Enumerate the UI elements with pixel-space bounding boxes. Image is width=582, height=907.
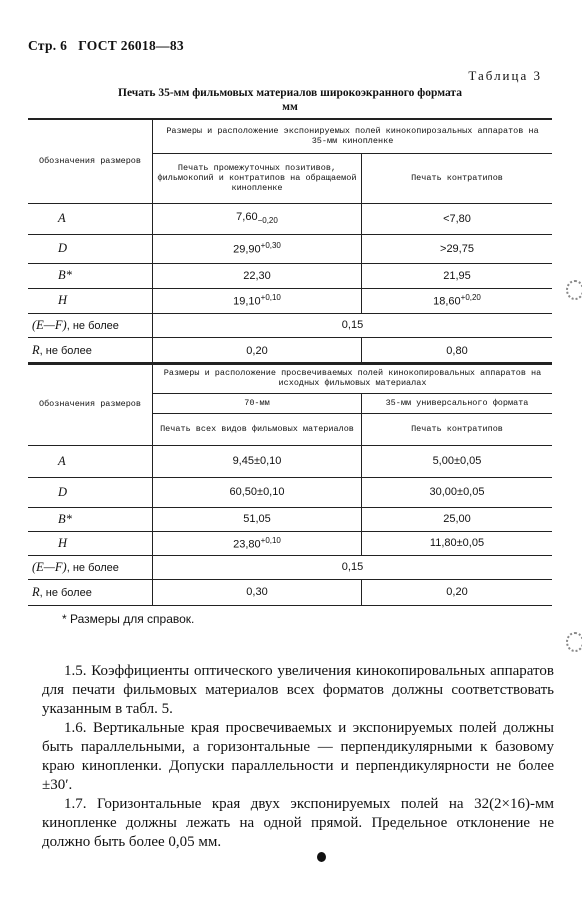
table-row: [28, 531, 552, 555]
t2-cell: $23,80^{+0,10}$: [153, 531, 362, 555]
page-number: Стр. 6: [28, 38, 68, 53]
t2-cell: 60,50±0,10: [153, 477, 362, 507]
t2-ef-label: (E—F), не более: [32, 559, 119, 574]
t2-cell: 25,00: [362, 507, 553, 531]
table-row: [28, 234, 552, 263]
t2-row-label: A: [58, 453, 66, 468]
t1-cell: <7,80: [362, 203, 553, 234]
t2-cell: 51,05: [153, 507, 362, 531]
table-row: [28, 445, 552, 477]
page-header: [28, 38, 184, 54]
t2-group-header: Размеры и расположение просвечиваемых полей кинокопировальных аппаратов на исходных фильмовых материалах: [153, 363, 553, 393]
t1-group-header: Размеры и расположение экспонируемых полей кинокопирозальных аппаратов на 35-мм кинопленке: [153, 119, 553, 153]
t2-sub-header-2b: Печать контратипов: [362, 413, 553, 445]
table-printing-transmitted: [28, 362, 552, 606]
t1-cell: 22,30: [153, 263, 362, 288]
t1-sub-header-1: Печать промежуточных позитивов, фильмокопий и контратипов на обращаемой кинопленке: [153, 153, 362, 203]
scan-smudge: [566, 632, 582, 652]
table-row: [28, 579, 552, 605]
t1-row-label: H: [58, 293, 68, 307]
t1-cell: 21,95: [362, 263, 553, 288]
t2-sub-header-1: 70-мм: [153, 393, 362, 413]
scan-smudge: [566, 280, 582, 300]
t1-cell: $18,60^{+0,20}$: [362, 288, 553, 313]
t2-cell: 11,80±0,05: [362, 531, 553, 555]
table-label: Таблица 3: [468, 68, 542, 83]
table-row: [28, 477, 552, 507]
table-title-line1: Печать 35-мм фильмовых материалов широкоэкранного формата: [118, 87, 462, 99]
body-text: [42, 662, 554, 852]
t2-sub-header-2: 35-мм универсального формата: [362, 393, 553, 413]
table-row: [28, 313, 552, 337]
t2-cell: 5,00±0,05: [362, 445, 553, 477]
t2-r-label: R, не более: [32, 584, 92, 599]
table-row: [28, 555, 552, 579]
t2-cell: 30,00±0,05: [362, 477, 553, 507]
t1-sub-header-2: Печать контратипов: [362, 153, 553, 203]
t1-row-label: A: [58, 211, 66, 225]
table-printing-exposed: [28, 118, 552, 365]
paragraph-1-7: 1.7. Горизонтальные края двух экспонируемых полей на 32(2×16)-мм кинопленке должны лежать на одной прямой. Предельное отклонение не должно быть более 0,05 мм.: [42, 796, 554, 850]
bullet-dot: [317, 852, 326, 862]
table-title: [40, 86, 540, 114]
t2-col-label: Обозначения размеров: [28, 363, 153, 445]
t2-row-label: H: [58, 535, 68, 550]
t1-cell: 0,80: [362, 337, 553, 364]
t2-cell: 9,45±0,10: [153, 445, 362, 477]
t1-cell: 0,20: [153, 337, 362, 364]
t1-col-label: Обозначения размеров: [28, 119, 153, 203]
t2-row-label: D: [58, 484, 68, 499]
t2-cell: 0,20: [362, 579, 553, 605]
table-row: [28, 263, 552, 288]
footnote: * Размеры для справок.: [62, 612, 195, 626]
paragraph-1-6: 1.6. Вертикальные края просвечиваемых и экспонируемых полей должны быть параллельными, а горизонтальные — перпендикулярными к базовому краю кинопленки. Допуски параллельности и перпендикулярности не более ±30′.: [42, 720, 554, 793]
t1-ef-label: (E—F), не более: [32, 317, 119, 332]
t1-row-label: D: [58, 241, 68, 255]
t1-cell: >29,75: [362, 234, 553, 263]
t1-cell: $7,60_{-0,20}$: [153, 203, 362, 234]
t2-cell: 0,30: [153, 579, 362, 605]
t1-cell: $29,90^{+0,30}$: [153, 234, 362, 263]
t2-sub-header-1b: Печать всех видов фильмовых материалов: [153, 413, 362, 445]
t1-ef-value: 0,15: [153, 313, 553, 337]
table-row: [28, 203, 552, 234]
table-title-unit: мм: [282, 101, 298, 113]
paragraph-1-5: 1.5. Коэффициенты оптического увеличения кинокопировальных аппаратов для печати фильмовых материалов всех форматов должны соответствовать указанным в табл. 5.: [42, 663, 554, 717]
gost-number: ГОСТ 26018—83: [78, 38, 184, 53]
t2-row-label: B*: [58, 511, 72, 526]
table-row: [28, 337, 552, 364]
t1-row-label: B*: [58, 268, 72, 282]
t1-cell: $19,10^{+0,10}$: [153, 288, 362, 313]
t1-r-label: R, не более: [32, 343, 92, 357]
t2-ef-value: 0,15: [153, 555, 553, 579]
table-row: [28, 507, 552, 531]
table-row: [28, 288, 552, 313]
